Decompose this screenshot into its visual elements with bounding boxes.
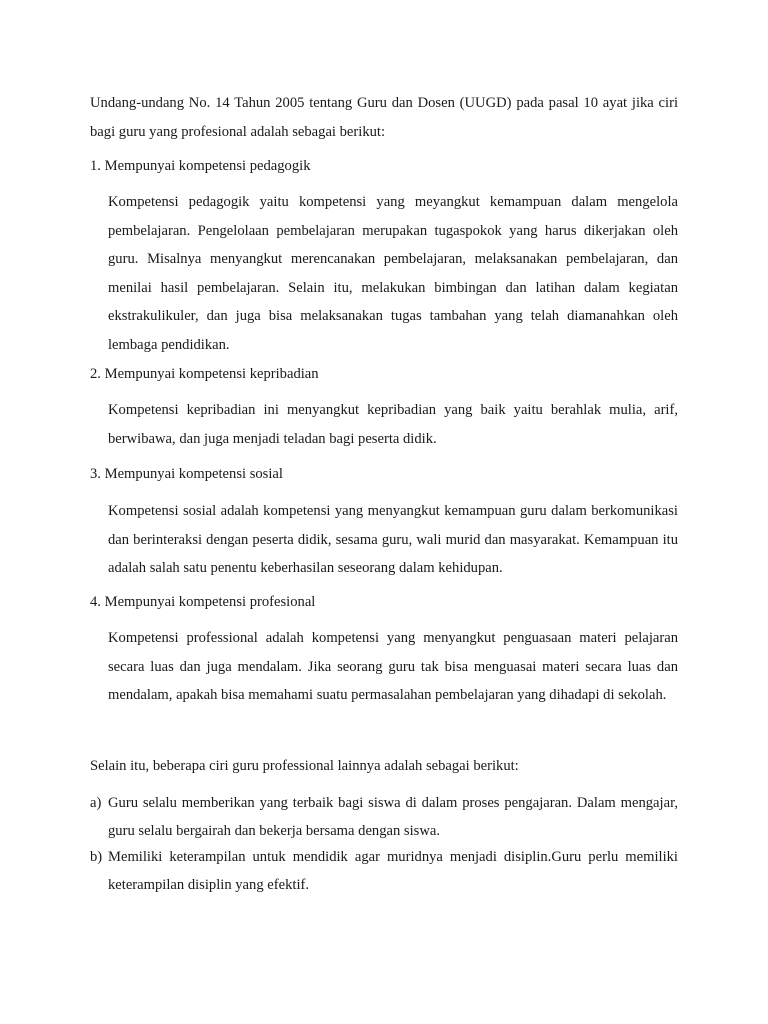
list-marker-b: b) — [90, 849, 103, 865]
section-body-pedagogik: Kompetensi pedagogik yaitu kompetensi yang meyangkut kemampuan dalam mengelola pembelajaran. Pengelolaan pembelajaran merupakan tugaspokok yang harus dikerjakan oleh guru. Misalnya menyangkut merencanakan pembelajaran, melaksanakan pembelajaran, dan menilai hasil pembelajaran. Selain itu, melakukan bimbingan dan latihan dalam kegiatan ekstrakulikuler, dan juga bisa melaksanakan tugas tambahan yang telah diamanahkan oleh lembaga pendidikan. — [108, 194, 678, 353]
section-body-sosial: Kompetensi sosial adalah kompetensi yang menyangkut kemampuan guru dalam berkomunikasi dan berinteraksi dengan peserta didik, sesama guru, wali murid dan masyarakat. Kemampuan itu adalah salah satu penentu keberhasilan seseorang dalam kehidupan. — [108, 503, 678, 577]
list-text-a: Guru selalu memberikan yang terbaik bagi siswa di dalam proses pengajaran. Dalam mengajar, guru selalu bergairah dan bekerja bersama dengan siswa. — [108, 795, 678, 839]
section-heading-sosial: 3. Mempunyai kompetensi sosial — [90, 466, 283, 482]
list-item-a — [90, 789, 678, 845]
section-heading-profesional: 4. Mempunyai kompetensi profesional — [90, 594, 316, 610]
intro-paragraph: Undang-undang No. 14 Tahun 2005 tentang Guru dan Dosen (UUGD) pada pasal 10 ayat jika ciri bagi guru yang profesional adalah sebagai berikut: — [90, 95, 678, 140]
section-body-kepribadian: Kompetensi kepribadian ini menyangkut kepribadian yang baik yaitu berahlak mulia, arif, berwibawa, dan juga menjadi teladan bagi peserta didik. — [108, 402, 678, 447]
section-heading-kepribadian: 2. Mempunyai kompetensi kepribadian — [90, 366, 319, 382]
other-characteristics-intro: Selain itu, beberapa ciri guru professional lainnya adalah sebagai berikut: — [90, 758, 519, 774]
list-item-b — [90, 843, 678, 899]
section-body-profesional: Kompetensi professional adalah kompetensi yang menyangkut penguasaan materi pelajaran secara luas dan juga mendalam. Jika seorang guru tak bisa menguasai materi secara luas dan mendalam, apakah bisa memahami suatu permasalahan pembelajaran yang dihadapi di sekolah. — [108, 630, 678, 704]
list-marker-a: a) — [90, 795, 102, 811]
section-heading-pedagogik: 1. Mempunyai kompetensi pedagogik — [90, 158, 311, 174]
list-text-b: Memiliki keterampilan untuk mendidik agar muridnya menjadi disiplin.Guru perlu memiliki keterampilan disiplin yang efektif. — [108, 849, 678, 893]
